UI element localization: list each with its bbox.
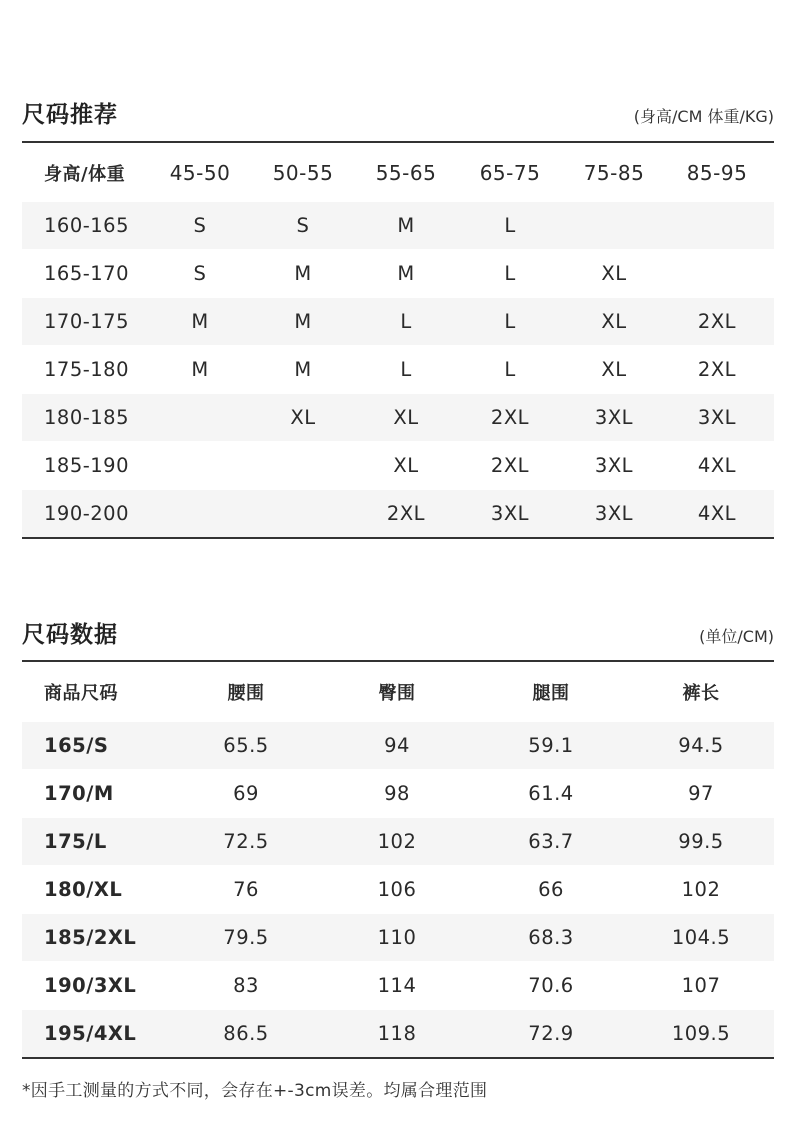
recommend-cell: M: [360, 250, 452, 298]
recommend-cell: XL: [568, 250, 660, 298]
recommend-cell: [660, 250, 774, 298]
size-data-cell-label: 175/L: [22, 818, 172, 866]
size-data-cell-label: 180/XL: [22, 866, 172, 914]
recommend-cell: L: [452, 250, 568, 298]
size-data-unit: (单位/CM): [699, 627, 774, 646]
table-row: [22, 298, 774, 346]
table-row: [22, 818, 774, 866]
recommend-cell: 2XL: [452, 394, 568, 442]
table-row: [22, 346, 774, 394]
size-data-cell: 83: [172, 962, 320, 1010]
size-data-cell: 59.1: [474, 722, 628, 770]
recommend-cell: M: [246, 346, 360, 394]
size-data-cell: 114: [320, 962, 474, 1010]
size-data-cell: 61.4: [474, 770, 628, 818]
recommend-cell: M: [154, 346, 246, 394]
size-data-table-head: [22, 661, 774, 722]
size-data-cell: 72.9: [474, 1010, 628, 1059]
recommend-cell: XL: [360, 394, 452, 442]
recommend-cell: 2XL: [660, 298, 774, 346]
recommend-cell-label: 160-165: [22, 202, 154, 250]
recommend-cell: 3XL: [568, 490, 660, 539]
footnote: *因手工测量的方式不同，会存在+-3cm误差。均属合理范围: [22, 1081, 488, 1101]
recommend-cell: [154, 442, 246, 490]
recommend-column-header: 85-95: [686, 160, 748, 185]
size-data-table: [22, 660, 774, 1059]
recommend-cell-label: 180-185: [22, 394, 154, 442]
recommend-column-header: 75-85: [583, 160, 645, 185]
recommend-cell: 4XL: [660, 490, 774, 539]
recommend-cell: L: [360, 346, 452, 394]
recommend-cell: [246, 490, 360, 539]
recommend-column-header: 45-50: [169, 160, 231, 185]
size-data-header-row: [22, 661, 774, 722]
size-data-column-header: 商品尺码: [44, 683, 118, 704]
recommend-cell: [154, 490, 246, 539]
size-data-cell: 70.6: [474, 962, 628, 1010]
recommend-cell: [660, 202, 774, 250]
recommend-cell-label: 170-175: [22, 298, 154, 346]
size-data-cell: 98: [320, 770, 474, 818]
size-data-cell: 106: [320, 866, 474, 914]
size-data-cell: 66: [474, 866, 628, 914]
recommend-cell: XL: [568, 346, 660, 394]
recommend-cell-label: 185-190: [22, 442, 154, 490]
size-data-column-header: 裤长: [682, 683, 720, 704]
recommend-cell-label: 165-170: [22, 250, 154, 298]
size-data-cell: 63.7: [474, 818, 628, 866]
recommend-cell: 3XL: [568, 442, 660, 490]
recommend-cell: 4XL: [660, 442, 774, 490]
size-data-cell: 107: [628, 962, 774, 1010]
size-data-cell: 79.5: [172, 914, 320, 962]
size-data-cell: 76: [172, 866, 320, 914]
recommend-cell: 3XL: [660, 394, 774, 442]
recommend-cell: 2XL: [660, 346, 774, 394]
recommend-cell: S: [154, 250, 246, 298]
recommend-table-body: [22, 202, 774, 538]
size-data-cell: 97: [628, 770, 774, 818]
size-data-cell: 94.5: [628, 722, 774, 770]
recommend-cell: L: [360, 298, 452, 346]
size-data-cell: 65.5: [172, 722, 320, 770]
size-data-cell: 68.3: [474, 914, 628, 962]
size-data-cell: 102: [628, 866, 774, 914]
size-data-cell: 104.5: [628, 914, 774, 962]
recommend-cell: [246, 442, 360, 490]
table-row: [22, 722, 774, 770]
recommend-cell: S: [154, 202, 246, 250]
recommend-cell-label: 190-200: [22, 490, 154, 539]
recommend-header: [22, 96, 774, 129]
table-row: [22, 490, 774, 539]
recommend-cell-label: 175-180: [22, 346, 154, 394]
recommend-column-header: 身高/体重: [44, 163, 126, 185]
recommend-header-row: [22, 142, 774, 202]
recommend-column-header: 65-75: [479, 160, 541, 185]
recommend-title: 尺码推荐: [22, 102, 118, 128]
size-data-table-body: [22, 722, 774, 1058]
table-row: [22, 962, 774, 1010]
table-row: [22, 250, 774, 298]
size-data-cell-label: 190/3XL: [22, 962, 172, 1010]
size-data-cell: 94: [320, 722, 474, 770]
size-data-title: 尺码数据: [22, 622, 118, 648]
recommend-column-header: 50-55: [272, 160, 334, 185]
size-data-column-header: 腰围: [227, 683, 265, 704]
size-data-cell: 110: [320, 914, 474, 962]
recommend-cell: M: [154, 298, 246, 346]
recommend-column-header: 55-65: [375, 160, 437, 185]
size-data-cell-label: 170/M: [22, 770, 172, 818]
size-data-cell-label: 165/S: [22, 722, 172, 770]
size-data-cell: 118: [320, 1010, 474, 1059]
recommend-cell: XL: [360, 442, 452, 490]
table-row: [22, 1010, 774, 1059]
size-recommend-table: [22, 141, 774, 539]
size-data-column-header: 臀围: [378, 683, 416, 704]
table-row: [22, 442, 774, 490]
recommend-cell: 2XL: [452, 442, 568, 490]
size-data-cell-label: 195/4XL: [22, 1010, 172, 1059]
recommend-cell: [568, 202, 660, 250]
size-data-header: [22, 616, 774, 649]
recommend-cell: M: [246, 298, 360, 346]
recommend-unit: (身高/CM 体重/KG): [633, 107, 774, 126]
recommend-cell: 2XL: [360, 490, 452, 539]
table-row: [22, 202, 774, 250]
recommend-cell: [154, 394, 246, 442]
recommend-cell: M: [246, 250, 360, 298]
recommend-cell: XL: [568, 298, 660, 346]
size-data-cell: 72.5: [172, 818, 320, 866]
table-row: [22, 770, 774, 818]
recommend-cell: XL: [246, 394, 360, 442]
recommend-cell: L: [452, 346, 568, 394]
recommend-table-head: [22, 142, 774, 202]
recommend-cell: 3XL: [568, 394, 660, 442]
recommend-cell: L: [452, 202, 568, 250]
table-row: [22, 866, 774, 914]
recommend-cell: 3XL: [452, 490, 568, 539]
size-data-cell: 86.5: [172, 1010, 320, 1059]
size-data-cell: 102: [320, 818, 474, 866]
size-data-cell: 109.5: [628, 1010, 774, 1059]
table-row: [22, 914, 774, 962]
recommend-cell: M: [360, 202, 452, 250]
recommend-cell: S: [246, 202, 360, 250]
size-data-column-header: 腿围: [532, 683, 570, 704]
size-data-cell: 99.5: [628, 818, 774, 866]
recommend-cell: L: [452, 298, 568, 346]
table-row: [22, 394, 774, 442]
size-data-cell: 69: [172, 770, 320, 818]
size-data-cell-label: 185/2XL: [22, 914, 172, 962]
